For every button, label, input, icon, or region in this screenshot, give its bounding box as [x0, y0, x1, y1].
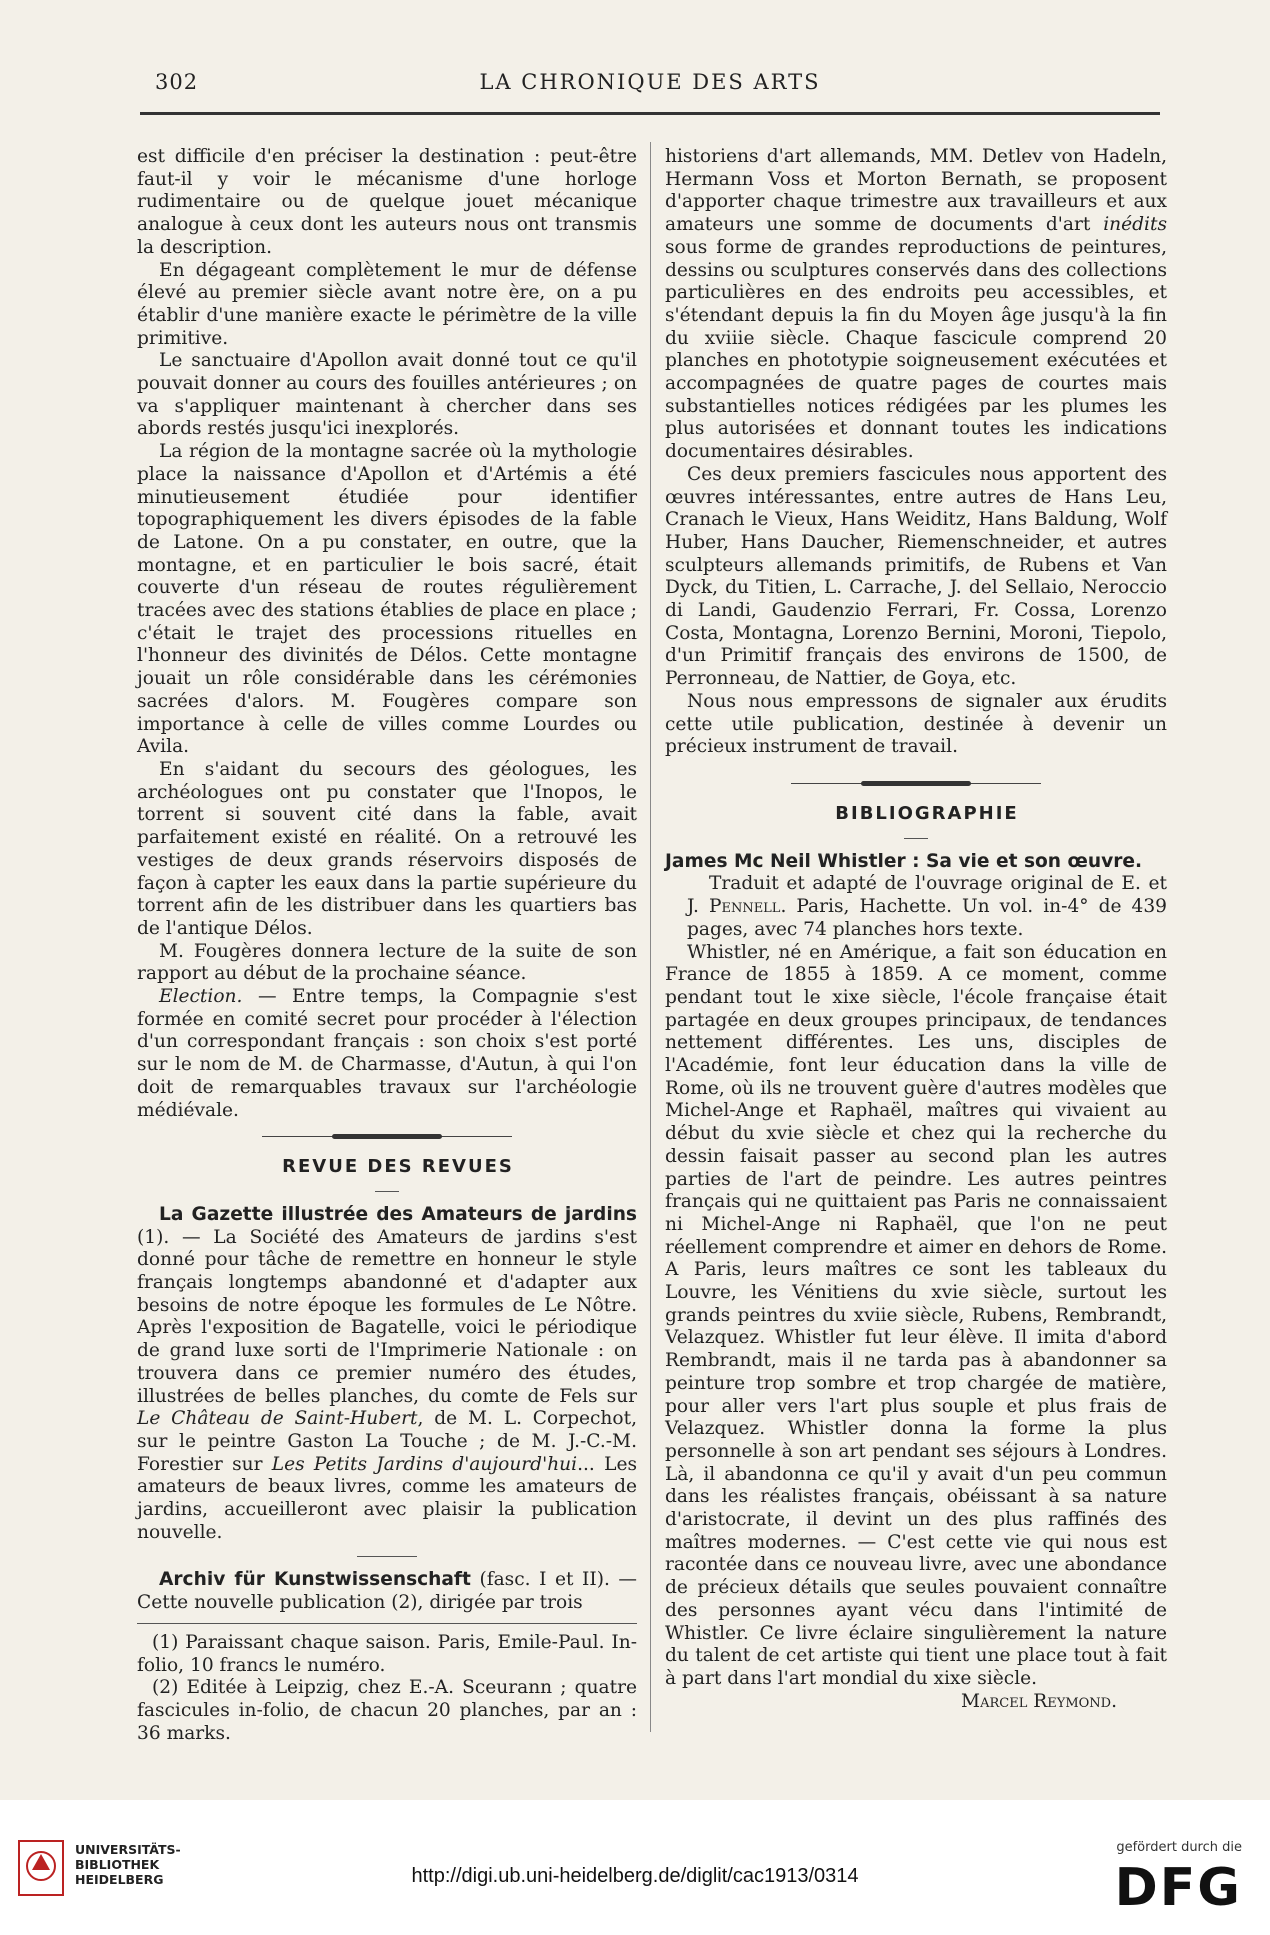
election-label: Election. — [159, 986, 243, 1008]
footnotes — [137, 1623, 637, 1746]
paragraph: est difficile d'en préciser la destination : peut-être faut-il y voir le mécanisme d'une horloge rudimentaire ou de quelque jouet mécanique analogue à ceux dont les auteurs nous ont transmis la description. — [137, 146, 637, 258]
review-paragraph: Whistler, né en Amérique, a fait son éducation en France de 1855 à 1859. A ce moment, comme pendant tout le xixe siècle, l'école française était partagée en deux groupes principaux, de tendances nettement différentes. Les uns, disciples de l'Académie, font leur éducation dans la ville de Rome, où ils ne trouvent guère d'autres modèles que Michel-Ange et Raphaël, maîtres qui vivaient au début du xvie siècle et chez qui la recherche du dessin faisait passer au second plan les autres parties de l'art de peindre. Les autres peintres français qui ne quittaient pas Paris ne connaissaient ni Michel-Ange ni Raphaël, que l'on ne peut réellement comprendre et aimer en dehors de Rome. A Paris, leurs maîtres ce sont les tableaux du Louvre, les Vénitiens du xvie siècle, surtout les grands peintres du xviie siècle, Rubens, Rembrandt, Velazquez. Whistler fut leur élève. Il imita d'abord Rembrandt, mais il ne tarda pas à abandonner sa peinture trop sombre et trop chargée de matière, pour aller vers l'art plus souple et plus frais de Velazquez. Whistler donna la forme la plus personnelle à son art pendant ses séjours à Londres. Là, il abandonna ce qu'il y avait d'un peu commun dans les réalistes français, obéissant à sa nature d'aristocrate, il devint un des plus raffinés des maîtres modernes. — C'est cette vie qui nous est racontée dans ce nouveau livre, avec une abondance de précieux détails que seules pouvaient connaître des personnes ayant vécu dans l'intimité de Whistler. Ce livre éclaire singulièrement la nature du talent de cet artiste qui tient une place tout à fait à part dans l'art mondial du xixe siècle. — [665, 941, 1167, 1689]
heading-dash — [375, 1191, 399, 1192]
viewer-footer — [0, 1800, 1270, 1935]
paragraph: Nous nous empressons de signaler aux érudits cette utile publication, destinée à devenir un précieux instrument de travail. — [665, 690, 1167, 758]
short-rule — [357, 1556, 417, 1557]
archiv-title: Archiv für Kunstwissenschaft — [159, 1569, 471, 1591]
paragraph: M. Fougères donnera lecture de la suite de son rapport au début de la prochaine séance. — [137, 940, 637, 985]
journal-title: LA CHRONIQUE DES ARTS — [479, 70, 821, 94]
dfg-logo: DFG — [1114, 1858, 1242, 1918]
column-divider — [650, 142, 651, 1732]
paragraph: La région de la montagne sacrée où la mythologie place la naissance d'Apollon et d'Artémis a été minutieusement étudiée pour identifier topographiquement les divers épisodes de la fable de Latone. On a pu constater, en outre, que la montagne, et en particulier le bois sacré, était couverte d'un réseau de routes régulièrement tracées avec des stations établies de place en place ; c'était le trajet des processions rituelles en l'honneur des divinités de Délos. Cette montagne jouait un rôle considérable dans les cérémonies sacrées d'alors. M. Fougères compare son importance à celle de villes comme Lourdes ou Avila. — [137, 441, 637, 758]
permalink[interactable]: http://digi.ub.uni-heidelberg.de/diglit/cac1913/0314 — [411, 1865, 859, 1887]
paragraph: Le sanctuaire d'Apollon avait donné tout ce qu'il pouvait donner au cours des fouilles antérieures ; on va s'appliquer maintenant à chercher dans ses abords restés jusqu'ici inexplorés. — [137, 350, 637, 440]
archiv-paragraph: Archiv für Kunstwissenschaft (fasc. I et II). — Cette nouvelle publication (2), dirigée par trois — [137, 1569, 637, 1614]
page-number: 302 — [155, 70, 199, 94]
heading-dash — [904, 838, 928, 839]
paragraph: historiens d'art allemands, MM. Detlev von Hadeln, Hermann Voss et Morton Bernath, se proposent d'apporter chaque trimestre aux travailleurs et aux amateurs une somme de documents d'art inédits sous forme de grandes reproductions de peintures, dessins ou sculptures conservés dans des collections particulières en des endroits peu accessibles, et s'étendant depuis la fin du Moyen âge jusqu'à la fin du xviiie siècle. Chaque fascicule comprend 20 planches en phototypie soigneusement exécutées et accompagnées de quatre pages de courtes mais substantielles notices rédigées par les plumes les plus autorisées et donnant toutes les indications documentaires désirables. — [665, 146, 1167, 463]
right-column — [665, 146, 1167, 1713]
biblio-heading: BIBLIOGRAPHIE — [835, 802, 1019, 824]
left-column — [137, 146, 637, 1745]
gazette-title: La Gazette illustrée des Amateurs de jardins — [159, 1203, 637, 1225]
signature: Marcel Reymond. — [961, 1690, 1117, 1712]
book-title: James Mc Neil Whistler : Sa vie et son œuvre. — [665, 850, 1143, 872]
paragraph: En s'aidant du secours des géologues, les archéologues ont pu constater que l'Inopos, le torrent si souvent cité dans la fable, avait parfaitement existé en réalité. On a retrouvé les vestiges de deux grands réservoirs disposés de façon à capter les eaux dans la partie supérieure du torrent afin de les distribuer dans les quartiers bas de l'antique Délos. — [137, 758, 637, 939]
funding-note: gefördert durch die — [1116, 1840, 1242, 1855]
footnote: (1) Paraissant chaque saison. Paris, Emile-Paul. In-folio, 10 francs le numéro. — [137, 1631, 637, 1676]
paragraph: En dégageant complètement le mur de défense élevé au premier siècle avant notre ère, on a pu établir d'une manière exacte le périmètre de la ville primitive. — [137, 259, 637, 349]
election-paragraph: Election. — Entre temps, la Compagnie s'est formée en comité secret pour procéder à l'élection d'un correspondant français : son choix s'est porté sur le nom de M. de Charmasse, d'Autun, à qui l'on doit de remarquables travaux sur l'archéologie médiévale. — [137, 986, 637, 1121]
library-name: UNIVERSITÄTS- BIBLIOTHEK HEIDELBERG — [75, 1842, 181, 1887]
footnote: (2) Editée à Leipzig, chez E.-A. Sceurann ; quatre fascicules in-folio, de chacun 20 planches, par an : 36 marks. — [137, 1677, 637, 1744]
header-rule — [140, 112, 1160, 115]
book-details: Traduit et adapté de l'ouvrage original de E. et J. Pennell. Paris, Hachette. Un vol. in-4° de 439 pages, avec 74 planches hors texte. — [687, 873, 1167, 940]
revue-heading: REVUE DES REVUES — [282, 1156, 514, 1178]
running-header — [140, 70, 1160, 110]
paragraph: Ces deux premiers fascicules nous apportent des œuvres intéressantes, entre autres de Hans Leu, Cranach le Vieux, Hans Weiditz, Hans Baldung, Wolf Huber, Hans Daucher, Riemenschneider, et autres sculpteurs allemands primitifs, de Rubens et Van Dyck, du Titien, L. Carrache, J. del Sellaio, Neroccio di Landi, Gaudenzio Ferrari, Fr. Cossa, Lorenzo Costa, Montagna, Lorenzo Bernini, Moroni, Tiepolo, d'un Primitif français des environs de 1500, de Perronneau, de Nattier, de Goya, etc. — [665, 463, 1167, 690]
gazette-paragraph: La Gazette illustrée des Amateurs de jardins (1). — La Société des Amateurs de jardins s'est donné pour tâche de remettre en honneur le style français longtemps abandonné et d'adapter aux besoins de notre époque les formules de Le Nôtre. Après l'exposition de Bagatelle, voici le périodique de grand luxe sorti de l'Imprimerie Nationale : on trouvera dans ce premier numéro des études, illustrées de belles planches, du comte de Fels sur Le Château de Saint-Hubert, de M. L. Corpechot, sur le peintre Gaston La Touche ; de M. J.-C.-M. Forestier sur Les Petits Jardins d'aujourd'hui... Les amateurs de beaux livres, comme les amateurs de jardins, accueilleront avec plaisir la publication nouvelle. — [137, 1203, 637, 1543]
section-ornament — [791, 779, 1041, 789]
section-ornament — [262, 1132, 512, 1142]
